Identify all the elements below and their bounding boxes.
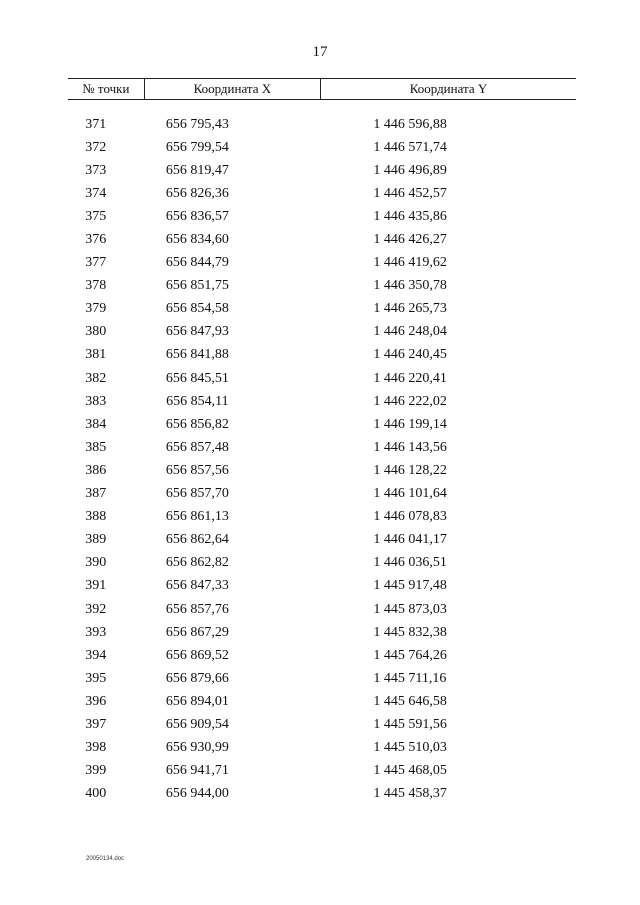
point-number-cell: 378 — [85, 278, 107, 294]
coordinate-x-cell: 656 799,54 — [165, 139, 229, 155]
coordinate-y-cell: 1 446 248,04 — [373, 324, 447, 340]
coordinate-y-cell: 1 446 426,27 — [373, 232, 447, 248]
coordinate-y-cell: 1 445 764,26 — [373, 647, 447, 663]
point-number-cell: 393 — [85, 624, 107, 640]
coordinate-x-cell: 656 894,01 — [165, 693, 229, 709]
coordinate-x-cell: 656 841,88 — [165, 347, 229, 363]
coordinate-y-cell: 1 446 435,86 — [373, 208, 447, 224]
point-number-cell: 375 — [85, 208, 107, 224]
coordinate-y-cell: 1 446 222,02 — [373, 393, 447, 409]
point-number-cell: 371 — [85, 116, 107, 132]
coordinate-x-cell: 656 854,11 — [166, 393, 229, 409]
coordinate-y-cell: 1 446 452,57 — [373, 185, 447, 201]
coordinate-y-cell: 1 445 458,37 — [373, 786, 447, 802]
table-row — [68, 413, 576, 436]
coordinate-x-cell: 656 857,76 — [165, 601, 229, 617]
table-row — [68, 760, 576, 783]
coordinate-x-cell: 656 795,43 — [165, 116, 229, 132]
table-row — [68, 529, 576, 552]
table-row — [68, 621, 576, 644]
coordinate-y-cell: 1 445 711,16 — [373, 670, 447, 686]
coordinate-y-cell: 1 446 220,41 — [373, 370, 447, 386]
table-row — [68, 575, 576, 598]
coordinate-x-cell: 656 857,56 — [165, 462, 229, 478]
coordinate-y-cell: 1 446 596,88 — [373, 116, 447, 132]
point-number-cell: 384 — [85, 416, 107, 432]
coordinate-y-cell: 1 446 143,56 — [373, 439, 447, 455]
coordinate-y-cell: 1 445 510,03 — [373, 740, 447, 756]
header-point-number: № точки — [82, 81, 130, 96]
coordinate-y-cell: 1 446 240,45 — [373, 347, 447, 363]
table-row — [68, 644, 576, 667]
coordinate-y-cell: 1 446 041,17 — [373, 532, 447, 548]
point-number-cell: 394 — [85, 647, 107, 663]
point-number-cell: 398 — [85, 740, 107, 756]
point-number-cell: 397 — [85, 716, 107, 732]
point-number-cell: 382 — [85, 370, 107, 386]
table-row — [68, 783, 576, 806]
coordinate-x-cell: 656 836,57 — [165, 208, 229, 224]
point-number-cell: 396 — [85, 693, 107, 709]
table-row — [68, 690, 576, 713]
table-row — [68, 136, 576, 159]
point-number-cell: 373 — [85, 162, 107, 178]
table-header — [68, 78, 576, 100]
coordinate-x-cell: 656 861,13 — [165, 509, 229, 525]
table-row — [68, 298, 576, 321]
coordinate-x-cell: 656 857,48 — [165, 439, 229, 455]
point-number-cell: 381 — [85, 347, 107, 363]
table-row — [68, 506, 576, 529]
point-number-cell: 383 — [85, 393, 107, 409]
coordinate-x-cell: 656 857,70 — [165, 486, 229, 502]
table-row — [68, 713, 576, 736]
coordinate-y-cell: 1 446 419,62 — [373, 255, 447, 271]
point-number-cell: 390 — [85, 555, 107, 571]
coordinate-x-cell: 656 856,82 — [165, 416, 229, 432]
header-coordinate-x: Координата X — [144, 79, 320, 99]
point-number-cell: 400 — [85, 786, 107, 802]
point-number-cell: 399 — [85, 763, 107, 779]
coordinate-x-cell: 656 834,60 — [165, 232, 229, 248]
point-number-cell: 379 — [85, 301, 107, 317]
document-filename: 20050134.doc — [86, 856, 125, 862]
table-row — [68, 552, 576, 575]
point-number-cell: 374 — [85, 185, 107, 201]
point-number-cell: 392 — [85, 601, 107, 617]
point-number-cell: 380 — [85, 324, 107, 340]
table-row — [68, 205, 576, 228]
header-coordinate-y: Координата Y — [320, 79, 576, 99]
coordinate-y-cell: 1 445 832,38 — [373, 624, 447, 640]
table-row — [68, 321, 576, 344]
coordinate-y-cell: 1 446 199,14 — [373, 416, 447, 432]
point-number-cell: 377 — [85, 255, 107, 271]
table-row — [68, 344, 576, 367]
coordinate-y-cell: 1 445 591,56 — [373, 716, 447, 732]
coordinate-y-cell: 1 445 873,03 — [373, 601, 447, 617]
coordinate-x-cell: 656 854,58 — [165, 301, 229, 317]
coordinate-x-cell: 656 930,99 — [165, 740, 229, 756]
coordinates-table — [68, 78, 576, 806]
point-number-cell: 391 — [85, 578, 107, 594]
point-number-cell: 386 — [85, 462, 107, 478]
table-row — [68, 436, 576, 459]
coordinate-y-cell: 1 446 128,22 — [373, 462, 447, 478]
coordinate-y-cell: 1 446 265,73 — [373, 301, 447, 317]
table-row — [68, 459, 576, 482]
coordinate-x-cell: 656 847,33 — [165, 578, 229, 594]
point-number-cell: 388 — [85, 509, 107, 525]
coordinate-x-cell: 656 909,54 — [165, 716, 229, 732]
coordinate-y-cell: 1 445 646,58 — [373, 693, 447, 709]
table-row — [68, 483, 576, 506]
coordinate-y-cell: 1 445 917,48 — [373, 578, 447, 594]
coordinate-x-cell: 656 844,79 — [165, 255, 229, 271]
table-row — [68, 182, 576, 205]
coordinate-x-cell: 656 862,64 — [165, 532, 229, 548]
point-number-cell: 376 — [85, 232, 107, 248]
coordinate-x-cell: 656 819,47 — [165, 162, 229, 178]
coordinate-y-cell: 1 446 571,74 — [373, 139, 447, 155]
table-row — [68, 390, 576, 413]
table-body — [68, 113, 576, 806]
coordinate-x-cell: 656 847,93 — [165, 324, 229, 340]
coordinate-x-cell: 656 862,82 — [165, 555, 229, 571]
table-row — [68, 275, 576, 298]
point-number-cell: 389 — [85, 532, 107, 548]
coordinate-x-cell: 656 944,00 — [165, 786, 229, 802]
coordinate-y-cell: 1 446 036,51 — [373, 555, 447, 571]
coordinate-x-cell: 656 869,52 — [165, 647, 229, 663]
point-number-cell: 385 — [85, 439, 107, 455]
coordinate-y-cell: 1 445 468,05 — [373, 763, 447, 779]
coordinate-y-cell: 1 446 496,89 — [373, 162, 447, 178]
coordinate-x-cell: 656 826,36 — [165, 185, 229, 201]
table-row — [68, 228, 576, 251]
point-number-cell: 372 — [85, 139, 107, 155]
coordinate-x-cell: 656 879,66 — [165, 670, 229, 686]
table-row — [68, 737, 576, 760]
coordinate-x-cell: 656 941,71 — [165, 763, 229, 779]
coordinate-y-cell: 1 446 101,64 — [373, 486, 447, 502]
table-row — [68, 667, 576, 690]
point-number-cell: 387 — [85, 486, 107, 502]
table-row — [68, 367, 576, 390]
table-row — [68, 159, 576, 182]
coordinate-x-cell: 656 867,29 — [165, 624, 229, 640]
table-row — [68, 252, 576, 275]
coordinate-y-cell: 1 446 078,83 — [373, 509, 447, 525]
table-row — [68, 113, 576, 136]
table-row — [68, 598, 576, 621]
point-number-cell: 395 — [85, 670, 107, 686]
page-number: 17 — [312, 44, 328, 60]
coordinate-x-cell: 656 845,51 — [165, 370, 229, 386]
coordinate-y-cell: 1 446 350,78 — [373, 278, 447, 294]
coordinate-x-cell: 656 851,75 — [165, 278, 229, 294]
